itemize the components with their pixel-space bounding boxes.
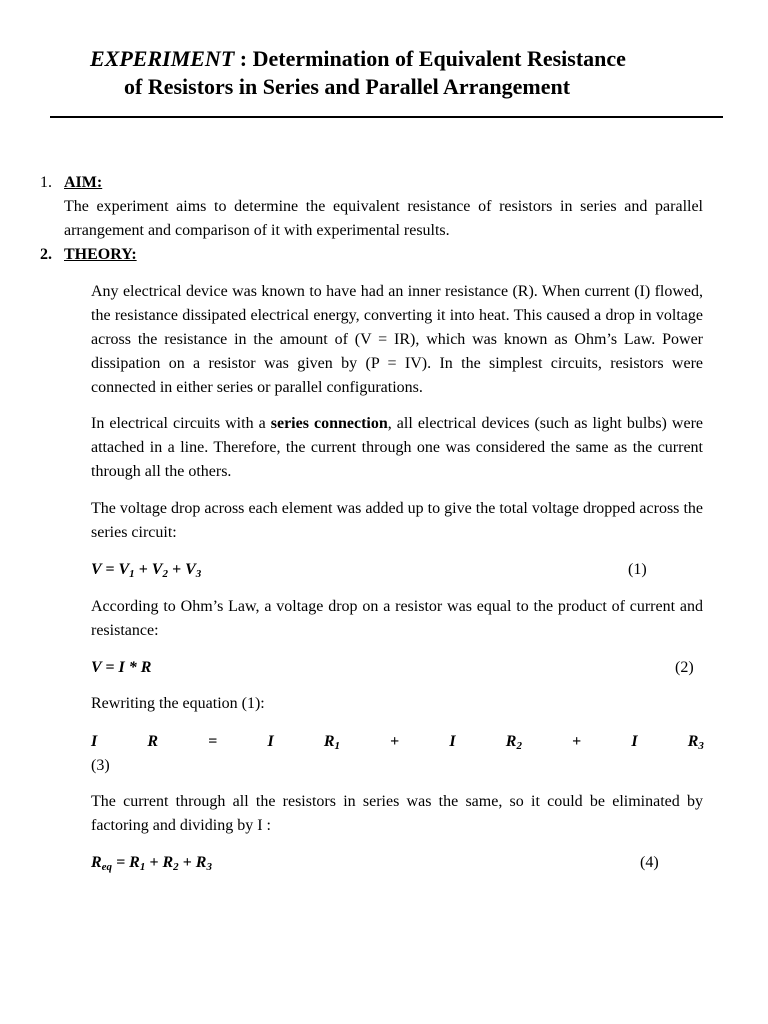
theory-number: 2. <box>40 246 52 263</box>
equation-3: I R = I $R_1$ + I $R_2$ + I $R_3$ <box>91 733 704 752</box>
title-italic-word: EXPERIMENT <box>90 46 235 71</box>
equation-1-number: (1) <box>628 561 647 578</box>
theory-paragraph-5: Rewriting the equation (1): <box>91 695 265 712</box>
equation-4-number: (4) <box>640 854 659 871</box>
theory-paragraph-1: Any electrical device was known to have had an inner resistance (R). When current (I) flowed, the resistance dissipated electrical energy, converting it into heat. This caused a drop in voltage across the resistance in the amount of (V = IR), which was known as Ohm’s Law. Power dissipation on a resistor was given by (P = IV). In the simplest circuits, resistors were connected in either series or parallel configurations. <box>91 283 703 396</box>
p2-text-end: , all electrical devices (such as light bulbs) were attached in a line. Therefore, the current through one was considered the same as the current through all the others. <box>91 415 703 480</box>
title-rest-line-1: : Determination of Equivalent Resistance <box>234 46 626 71</box>
equation-2: V = I * R <box>91 659 152 676</box>
title-divider <box>50 116 723 118</box>
aim-number: 1. <box>40 174 52 191</box>
page-title <box>0 45 768 101</box>
equation-3-number: (3) <box>91 757 110 774</box>
aim-text: The experiment aims to determine the equivalent resistance of resistors in series and parallel arrangement and comparison of it with experimental results. <box>64 198 703 239</box>
equation-2-number: (2) <box>675 659 694 676</box>
p2-text-start: In electrical circuits with a <box>91 415 271 432</box>
theory-paragraph-2 <box>91 412 703 484</box>
equation-4: $R_{eq} = R_1 + R_2 + R_3$ <box>91 854 212 873</box>
title-line-1 <box>0 45 768 73</box>
aim-heading: AIM: <box>64 174 103 191</box>
theory-heading: THEORY: <box>64 246 137 263</box>
theory-paragraph-6: The current through all the resistors in series was the same, so it could be eliminated by factoring and dividing by I : <box>91 793 703 834</box>
title-line-2: of Resistors in Series and Parallel Arrangement <box>124 74 571 99</box>
equation-1: $V = V_1 + V_2 + V_3$ <box>91 561 202 580</box>
theory-paragraph-4: According to Ohm’s Law, a voltage drop on a resistor was equal to the product of current and resistance: <box>91 598 703 639</box>
p2-bold-term: series connection <box>270 415 388 432</box>
theory-paragraph-3: The voltage drop across each element was added up to give the total voltage dropped across the series circuit: <box>91 500 703 541</box>
